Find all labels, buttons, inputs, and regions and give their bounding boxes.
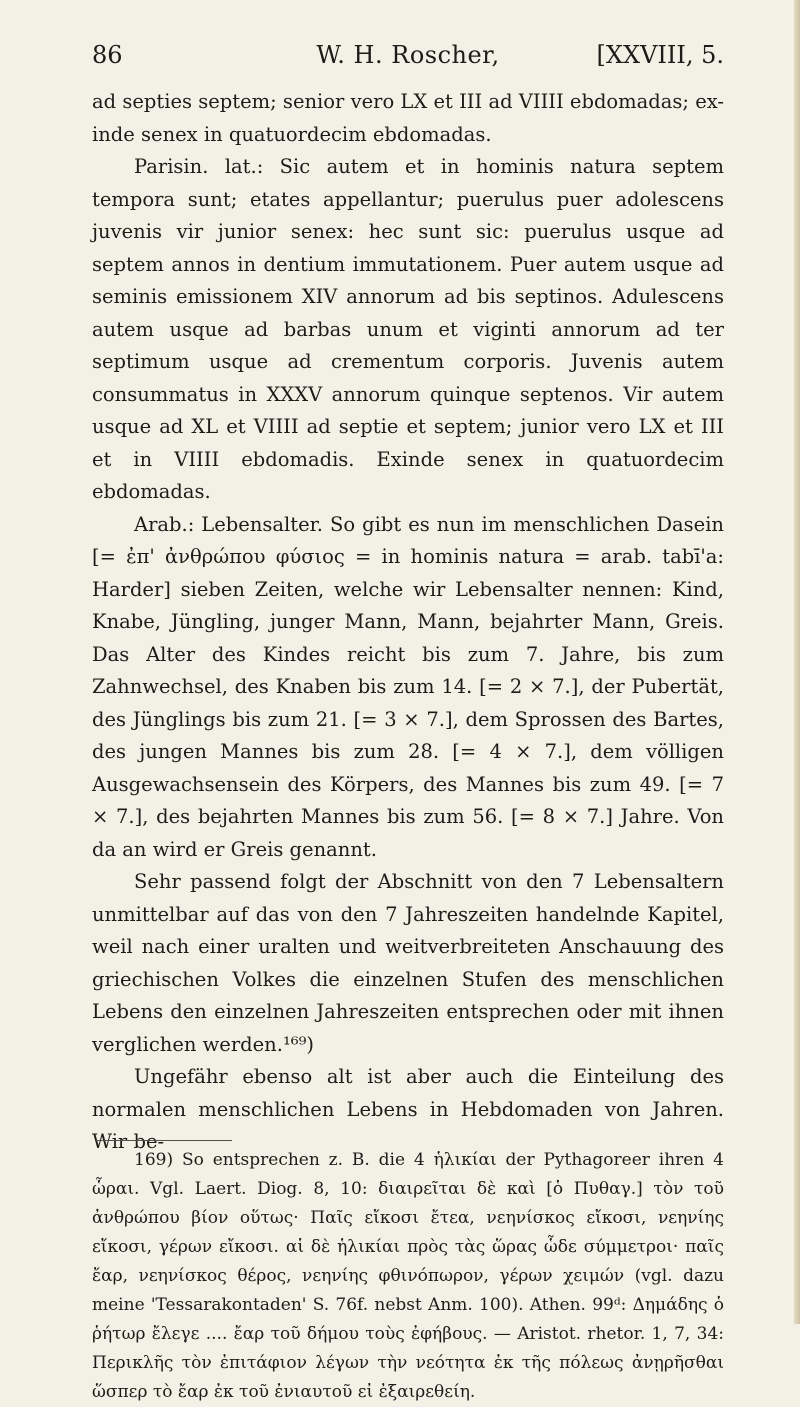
footnotes [92, 1146, 724, 1407]
running-title: W. H. Roscher, [316, 41, 500, 69]
main-text [92, 86, 724, 1159]
paragraph-parisin-lat: Parisin. lat.: Sic autem et in hominis natura septem tempora sunt; etates appellantur; puerulus puer adolescens juvenis vir junior senex: hec sunt sic: puerulus usque ad septem annos in dentium immutationem. Puer autem usque ad seminis emissionem XIV annorum ad bis septinos. Adulescens autem usque ad barbas unum et viginti annorum ad ter septimum usque ad crementum corporis. Juvenis autem consummatus in XXXV annorum quinque septenos. Vir autem usque ad XL et VIIII ad septie et septem; junior vero LX et III et in VIIII ebdomadis. Exinde senex in quatuordecim ebdomadas. [92, 155, 724, 503]
footnote-169: 169) So entsprechen z. B. die 4 ἡλικίαι der Pythagoreer ihren 4 ὧραι. Vgl. Laert. Diog. 8, 10: διαιρεῖται δὲ καὶ [ὁ Πυθαγ.] τὸν τοῦ ἀνθρώπου βίον οὕτως· Παῖς εἴκοσι ἔτεα, νεηνίσκος εἴκοσι, νεηνίης εἴκοσι, γέρων εἴκοσι. αἱ δὲ ἡλικίαι πρὸς τὰς ὥρας ὧδε σύμμετροι· παῖς ἔαρ, νεηνίσκος θέρος, νεηνίης φθινόπωρον, γέρων χειμών (vgl. dazu meine 'Tessarakontaden' S. 76f. nebst Anm. 100). Athen. 99ᵈ: Δημάδης ὁ ῥήτωρ ἔλεγε .... ἔαρ τοῦ δήμου τοὺς ἐφήβους. — Aristot. rhetor. 1, 7, 34: Περικλῆς τὸν ἐπιτάφιον λέγων τὴν νεότητα ἐκ τῆς πόλεως ἀνῃρῆσθαι ὥσπερ τὸ ἔαρ ἐκ τοῦ ἐνιαυτοῦ εἰ ἐξαιρεθείη. [92, 1150, 724, 1402]
paragraph-arab-lebensalter: Arab.: Lebensalter. So gibt es nun im menschlichen Dasein [= ἐπ' ἀνθρώπου φύσιος = in hominis natura = arab. tabī'a: Harder] sieben Zeiten, welche wir Lebensalter nennen: Kind, Knabe, Jüngling, junger Mann, Mann, bejahrter Mann, Greis. Das Alter des Kindes reicht bis zum 7. Jahre, bis zum Zahnwechsel, des Knaben bis zum 14. [= 2 × 7.], der Pubertät, des Jünglings bis zum 21. [= 3 × 7.], dem Sprossen des Bartes, des jungen Mannes bis zum 28. [= 4 × 7.], dem völligen Ausgewachsensein des Körpers, des Mannes bis zum 49. [= 7 × 7.], des bejahrten Mannes bis zum 56. [= 8 × 7.] Jahre. Von da an wird er Greis genannt. [92, 512, 724, 861]
page-edge [794, 0, 800, 1324]
page-number: 86 [92, 41, 123, 69]
section-reference: [XXVIII, 5. [596, 41, 724, 69]
paragraph-jahreszeiten: Sehr passend folgt der Abschnitt von den 7 Lebensaltern unmittelbar auf das von den 7 Jahreszeiten handelnde Kapitel, weil nach einer uralten und weitverbreiteten Anschauung des griechischen Volkes die einzelnen Stufen des menschlichen Lebens den einzelnen Jahreszeiten entsprechen oder mit ihnen verglichen werden.¹⁶⁹) [92, 870, 724, 1056]
page-header [92, 40, 724, 76]
paragraph-hebdomaden: Ungefähr ebenso alt ist aber auch die Einteilung des normalen menschlichen Lebens in Hebdomaden von Jahren. Wir be- [92, 1065, 724, 1153]
footnote-divider [96, 1140, 232, 1141]
paragraph-latin-continuation: ad septies septem; senior vero LX et III ad VIIII ebdomadas; ex-inde senex in quatuordecim ebdomadas. [92, 90, 724, 146]
